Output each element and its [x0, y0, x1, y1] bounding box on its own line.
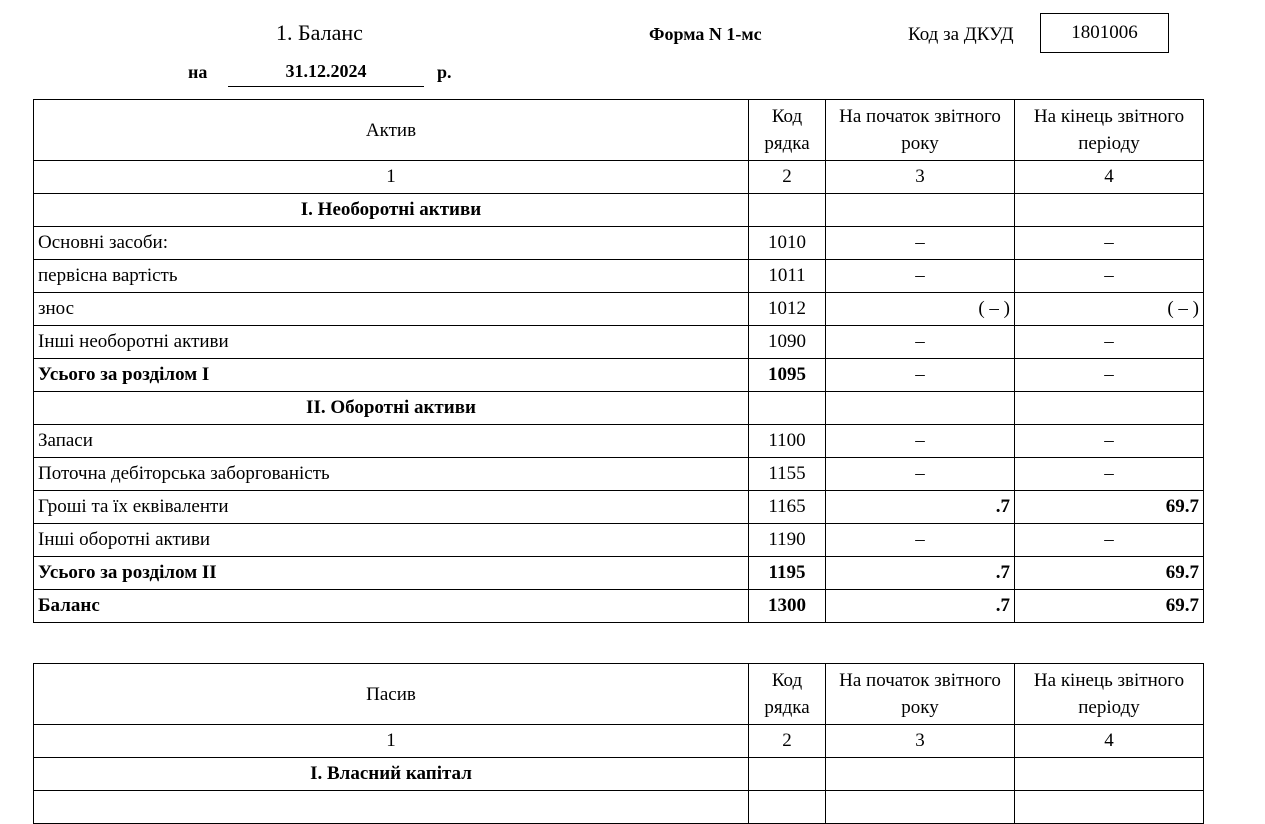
row-end-value: – — [1015, 524, 1204, 557]
row-end-value: 69.7 — [1015, 557, 1204, 590]
row-start-value — [826, 758, 1015, 791]
table-header-row — [34, 100, 1204, 161]
row-end-value — [1015, 194, 1204, 227]
section-title: I. Необоротні активи — [34, 194, 749, 227]
section-title: II. Оборотні активи — [34, 392, 749, 425]
row-code: 1195 — [749, 557, 826, 590]
row-end-value: – — [1015, 359, 1204, 392]
row-code: 1095 — [749, 359, 826, 392]
row-label — [34, 791, 749, 824]
row-code — [749, 194, 826, 227]
col-header-start: На початок звітного року — [826, 100, 1015, 161]
row-end-value — [1015, 791, 1204, 824]
col-number: 4 — [1015, 725, 1204, 758]
col-header-code: Код рядка — [749, 100, 826, 161]
row-code — [749, 791, 826, 824]
assets-table — [33, 99, 1204, 623]
row-code: 1011 — [749, 260, 826, 293]
date-prefix: на — [188, 62, 208, 82]
subtotal-row — [34, 557, 1204, 590]
table-row — [34, 524, 1204, 557]
table-header-row — [34, 664, 1204, 725]
row-code: 1010 — [749, 227, 826, 260]
row-start-value: – — [826, 326, 1015, 359]
col-number: 4 — [1015, 161, 1204, 194]
balance-row — [34, 590, 1204, 623]
col-header-liability: Пасив — [34, 664, 749, 725]
row-code — [749, 392, 826, 425]
row-start-value: ( – ) — [826, 293, 1015, 326]
col-header-start: На початок звітного року — [826, 664, 1015, 725]
row-label: Запаси — [34, 425, 749, 458]
col-number: 3 — [826, 725, 1015, 758]
row-label: Усього за розділом II — [34, 557, 749, 590]
section-row — [34, 194, 1204, 227]
table-row — [34, 458, 1204, 491]
row-end-value: – — [1015, 425, 1204, 458]
row-start-value: .7 — [826, 557, 1015, 590]
col-header-code: Код рядка — [749, 664, 826, 725]
row-end-value: 69.7 — [1015, 491, 1204, 524]
row-start-value — [826, 791, 1015, 824]
year-suffix: р. — [437, 62, 452, 82]
row-start-value: – — [826, 260, 1015, 293]
row-start-value: – — [826, 524, 1015, 557]
row-end-value — [1015, 392, 1204, 425]
section-title: I. Власний капітал — [34, 758, 749, 791]
table-row — [34, 227, 1204, 260]
row-code: 1300 — [749, 590, 826, 623]
col-header-end: На кінець звітного періоду — [1015, 664, 1204, 725]
row-start-value — [826, 194, 1015, 227]
row-end-value: – — [1015, 326, 1204, 359]
row-end-value — [1015, 758, 1204, 791]
row-label: Поточна дебіторська заборгованість — [34, 458, 749, 491]
table-row — [34, 260, 1204, 293]
row-label: Інші необоротні активи — [34, 326, 749, 359]
row-code: 1090 — [749, 326, 826, 359]
subtotal-row — [34, 359, 1204, 392]
col-number: 1 — [34, 161, 749, 194]
row-label: Інші оборотні активи — [34, 524, 749, 557]
row-code: 1100 — [749, 425, 826, 458]
row-start-value: – — [826, 425, 1015, 458]
row-label: Усього за розділом I — [34, 359, 749, 392]
table-row — [34, 791, 1204, 824]
section-row — [34, 758, 1204, 791]
col-number: 1 — [34, 725, 749, 758]
liabilities-table — [33, 663, 1204, 824]
table-row — [34, 326, 1204, 359]
row-code — [749, 758, 826, 791]
row-end-value: – — [1015, 227, 1204, 260]
row-label: Баланс — [34, 590, 749, 623]
row-start-value: .7 — [826, 590, 1015, 623]
row-code: 1012 — [749, 293, 826, 326]
column-number-row — [34, 725, 1204, 758]
row-start-value: – — [826, 359, 1015, 392]
dkud-label: Код за ДКУД — [908, 24, 1014, 45]
row-label: первісна вартість — [34, 260, 749, 293]
row-start-value: – — [826, 227, 1015, 260]
col-number: 3 — [826, 161, 1015, 194]
row-start-value — [826, 392, 1015, 425]
row-code: 1190 — [749, 524, 826, 557]
row-code: 1165 — [749, 491, 826, 524]
dkud-code-box: 1801006 — [1040, 13, 1169, 53]
table-row — [34, 491, 1204, 524]
form-number: Форма N 1-мс — [649, 24, 762, 44]
document-title: 1. Баланс — [276, 20, 363, 45]
row-code: 1155 — [749, 458, 826, 491]
row-label: Основні засоби: — [34, 227, 749, 260]
section-row — [34, 392, 1204, 425]
row-end-value: – — [1015, 458, 1204, 491]
col-number: 2 — [749, 725, 826, 758]
row-start-value: .7 — [826, 491, 1015, 524]
row-end-value: ( – ) — [1015, 293, 1204, 326]
col-number: 2 — [749, 161, 826, 194]
col-header-asset: Актив — [34, 100, 749, 161]
column-number-row — [34, 161, 1204, 194]
row-end-value: 69.7 — [1015, 590, 1204, 623]
table-row — [34, 425, 1204, 458]
row-start-value: – — [826, 458, 1015, 491]
row-label: знос — [34, 293, 749, 326]
report-date: 31.12.2024 — [228, 61, 424, 87]
col-header-end: На кінець звітного періоду — [1015, 100, 1204, 161]
row-end-value: – — [1015, 260, 1204, 293]
table-row — [34, 293, 1204, 326]
row-label: Гроші та їх еквіваленти — [34, 491, 749, 524]
